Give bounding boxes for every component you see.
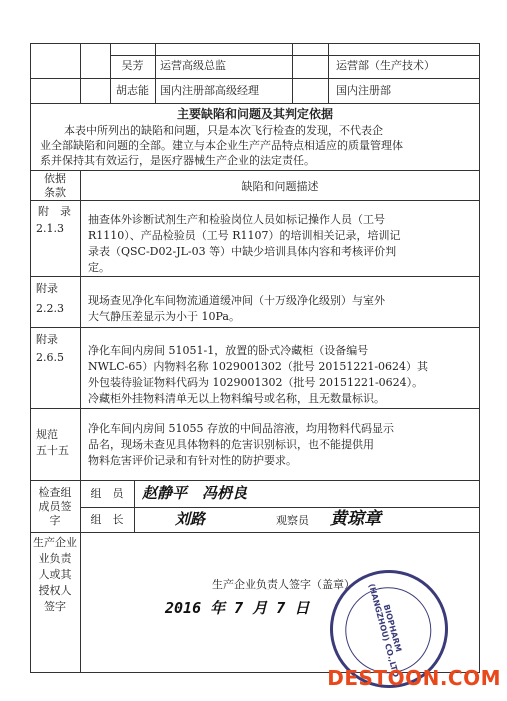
rule xyxy=(328,43,329,103)
company-label: 人或其 xyxy=(38,568,72,581)
inspection-label: 字 xyxy=(49,514,61,527)
description-line: 净化车间内房间 51051-1，放置的卧式冷藏柜（设备编号 xyxy=(88,344,369,357)
leader-signature: 刘路 xyxy=(175,510,206,528)
rule xyxy=(30,327,480,328)
sign-date: 2016 年 7 月 7 日 xyxy=(165,599,310,617)
rule xyxy=(134,480,135,532)
rule xyxy=(30,200,480,201)
observer-signature: 黄琼章 xyxy=(330,509,381,529)
person-title: 运营高级总监 xyxy=(160,59,226,72)
clause-label: 附录 xyxy=(36,333,58,346)
company-label: 生产企业 xyxy=(33,536,77,549)
description-line: 物料危害评价记录和有针对性的防护要求。 xyxy=(88,454,297,467)
description-line: 外包装待验证物料代码为 1029001302（批号 20151221-0624）。 xyxy=(88,376,424,389)
rule xyxy=(30,480,480,481)
rule xyxy=(80,43,81,103)
clause-label: 五十五 xyxy=(36,444,69,457)
inspection-label: 检查组 xyxy=(38,486,72,499)
inspection-label: 成员签 xyxy=(38,500,72,513)
clause-label: 附 录 xyxy=(38,205,71,218)
person-dept: 国内注册部 xyxy=(336,84,391,97)
seal-text: BIOPHARM (HANGZHOU) CO.,LTD xyxy=(366,582,404,679)
description-line: 冷藏柜外挂物料清单无以上物料编号或名称，且无数量标识。 xyxy=(88,392,385,405)
rule xyxy=(30,532,480,533)
company-label: 授权人 xyxy=(38,584,72,597)
description-line: 定。 xyxy=(88,261,110,274)
description-line: 净化车间内房间 51055 存放的中间品溶液，均用物料代码显示 xyxy=(88,422,394,435)
rule xyxy=(80,532,81,673)
description-line: 大气静压差显示为小于 10Pa。 xyxy=(88,310,240,323)
member-label: 组 员 xyxy=(90,487,124,500)
section-title: 主要缺陷和问题及其判定依据 xyxy=(176,107,333,121)
person-dept: 运营部（生产技术） xyxy=(336,59,435,72)
rule xyxy=(155,43,156,103)
rule xyxy=(292,43,293,103)
intro-line: 本表中所列出的缺陷和问题，只是本次飞行检查的发现，不代表企 xyxy=(64,124,383,137)
member-signatures: 赵静平 冯枬良 xyxy=(142,484,248,502)
rule xyxy=(30,170,480,171)
description-line: R1110）、产品检验员（工号 R1107）的培训相关记录，培训记 xyxy=(88,229,401,242)
description-header: 缺陷和问题描述 xyxy=(241,180,319,193)
intro-line: 业全部缺陷和问题的全部。建立与本企业生产产品特点相适应的质量管理体 xyxy=(40,139,403,152)
company-label: 签字 xyxy=(44,600,66,613)
clause-header: 条款 xyxy=(44,186,66,199)
rule xyxy=(80,170,81,532)
clause-label: 2.1.3 xyxy=(36,222,64,235)
rule xyxy=(80,507,480,508)
description-line: 抽查体外诊断试剂生产和检验岗位人员如标记操作人员（工号 xyxy=(88,213,385,226)
description-line: 录表（QSC-D02-JL-03 等）中缺少培训具体内容和考核评价判 xyxy=(88,245,397,258)
person-name: 吴芳 xyxy=(121,59,144,72)
person-name: 胡志能 xyxy=(116,84,149,97)
description-line: 现场查见净化车间物流通道缓冲间（十万级净化级别）与室外 xyxy=(88,294,385,307)
clause-header: 依据 xyxy=(44,172,66,185)
clause-label: 2.6.5 xyxy=(36,351,64,364)
watermark-logo: DESTOON.COM xyxy=(327,666,501,690)
company-sign-line: 生产企业负责人签字（盖章） xyxy=(212,578,355,591)
rule xyxy=(30,78,480,79)
description-line: 品名，现场未查见具体物料的危害识别标识，也不能提供用 xyxy=(88,438,374,451)
rule xyxy=(110,55,480,56)
clause-label: 2.2.3 xyxy=(36,302,64,315)
observer-label: 观察员 xyxy=(276,514,309,527)
rule xyxy=(30,408,480,409)
clause-label: 附录 xyxy=(36,282,58,295)
leader-label: 组 长 xyxy=(90,513,124,526)
rule xyxy=(30,276,480,277)
rule xyxy=(30,103,480,104)
description-line: NWLC-65）内物料名称 1029001302（批号 20151221-0624）其 xyxy=(88,360,429,373)
intro-line: 系并保持其有效运行，是医疗器械生产企业的法定责任。 xyxy=(40,154,315,167)
company-label: 业负责 xyxy=(38,552,72,565)
clause-label: 规范 xyxy=(36,428,58,441)
person-title: 国内注册部高级经理 xyxy=(160,84,259,97)
